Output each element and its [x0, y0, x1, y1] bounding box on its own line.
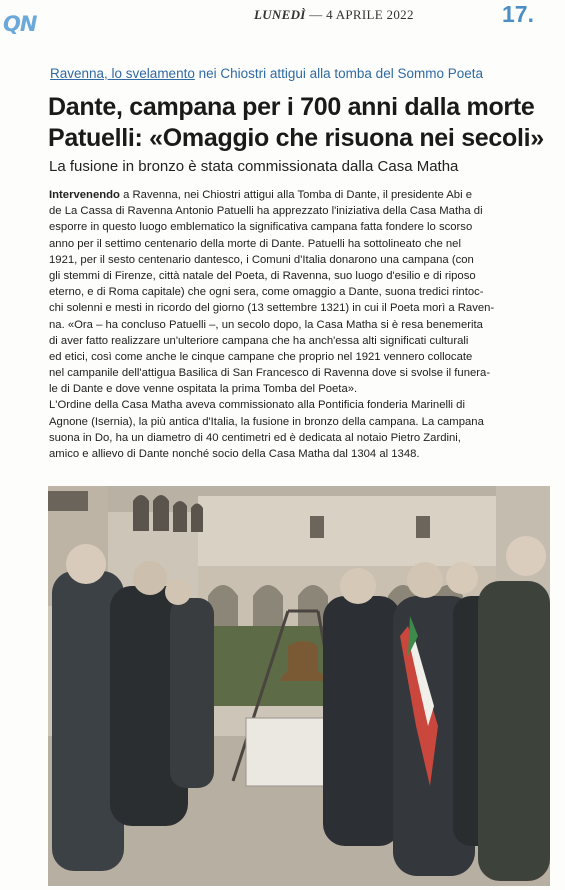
masthead — [0, 0, 565, 36]
body-line: di aver fatto realizzare un'ulteriore campana che ha anch'essa alti significati culturali — [49, 334, 469, 347]
body-line: esporre in questo luogo emblematico la significativa campana fatta fondere lo scorso — [49, 221, 473, 234]
article-photo — [48, 486, 550, 886]
body-line: eterno, e di Roma capitale) che ogni sera, come omaggio a Dante, suona tredici rintoc- — [49, 286, 484, 299]
page-number — [502, 1, 534, 28]
body-line: de La Cassa di Ravenna Antonio Patuelli ha apprezzato l'iniziativa della Casa Matha di — [49, 205, 483, 218]
headline-line: Dante, campana per i 700 anni dalla morte — [48, 93, 535, 121]
body-line — [49, 187, 554, 203]
body-line: le di Dante e dove venne ospitata la prima Tomba del Poeta». — [49, 383, 358, 396]
article-subhead: La fusione in bronzo è stata commissionata dalla Casa Matha — [49, 158, 459, 175]
article-headline — [48, 92, 563, 154]
page-number-dot: . — [527, 1, 534, 27]
body-line: Agnone (Isernia), la più antica d'Italia, la fusione in bronzo della campana. La campana — [49, 415, 484, 428]
body-line: na. «Ora – ha concluso Patuelli –, un secolo dopo, la Casa Matha si è resa benemerita — [49, 318, 483, 331]
kicker-place: Ravenna, lo svelamento — [50, 66, 195, 81]
body-line: anno per il settimo centenario della morte di Dante. Patuelli ha sottolineato che nel — [49, 237, 461, 250]
article-body — [49, 187, 554, 462]
body-line: ed etici, così come anche le cinque campane che proprio nel 1921 vennero collocate — [49, 350, 473, 363]
headline-line: Patuelli: «Omaggio che risuona nei secoli» — [48, 124, 544, 152]
dateline-date: 4 APRILE 2022 — [326, 7, 414, 22]
dateline — [254, 7, 414, 23]
body-line: 1921, per il sesto centenario dantesco, i Comuni d'Italia donarono una campana (con — [49, 253, 474, 266]
body-line: L'Ordine della Casa Matha aveva commissionato alla Pontificia fonderia Marinelli di — [49, 399, 465, 412]
kicker-rest: nei Chiostri attigui alla tomba del Sommo Poeta — [194, 66, 483, 81]
body-line-rest: a Ravenna, nei Chiostri attigui alla Tomba di Dante, il presidente Abi e — [119, 189, 473, 201]
body-line: gli stemmi di Firenze, città natale del Poeta, di Ravenna, suo luogo d'esilio e di riposo — [49, 269, 476, 282]
lead-word: Intervenendo — [49, 189, 120, 201]
dateline-day: LUNEDÌ — [254, 7, 306, 22]
page-number-value: 17 — [502, 1, 528, 27]
newspaper-logo: QN — [3, 12, 37, 36]
body-line: amico e allievo di Dante nonché socio della Casa Matha dal 1304 al 1348. — [49, 448, 420, 460]
cloister-ceremony-illustration — [48, 486, 550, 886]
body-line: nel campanile dell'attigua Basilica di San Francesco di Ravenna dove si svolse il funera- — [49, 367, 491, 380]
dateline-separator: — — [309, 7, 323, 22]
article-kicker — [50, 66, 483, 81]
body-line: chi solenni e mesti in ricordo del giorno (13 settembre 1321) in cui il Poeta morì a Raven- — [49, 302, 495, 315]
body-line: suona in Do, ha un diametro di 40 centimetri ed è dedicata al notaio Pietro Zardini, — [49, 431, 461, 444]
